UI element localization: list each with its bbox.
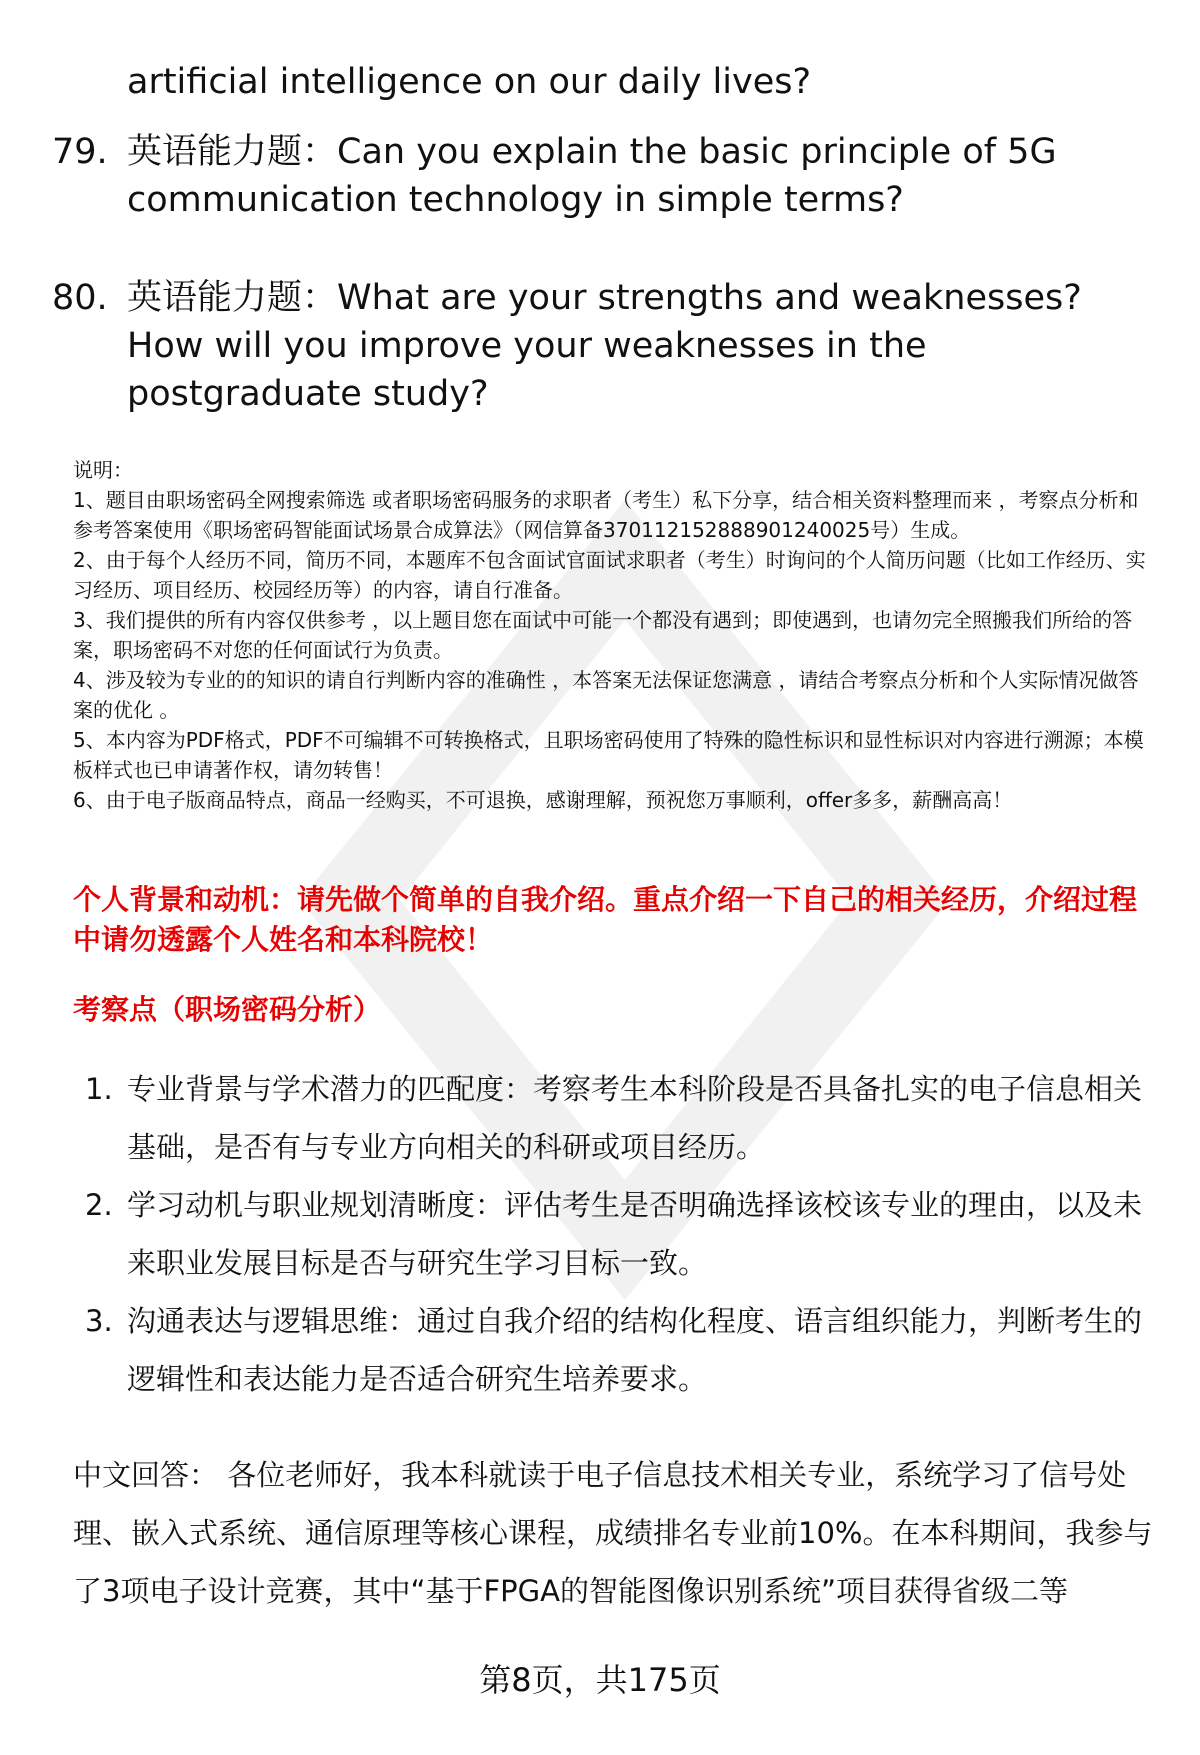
- question-number: 79.: [52, 132, 108, 172]
- analysis-heading: 考察点（职场密码分析）: [73, 993, 382, 1026]
- item-number: 2.: [85, 1188, 113, 1222]
- question-text: artificial intelligence on our daily lives?: [127, 62, 812, 102]
- question-text: 英语能力题：What are your strengths and weaknesses? How will you improve your weaknesses in the postgraduate study?: [127, 278, 1082, 414]
- note-item: 3、我们提供的所有内容仅供参考 ，以上题目您在面试中可能一个都没有遇到；即使遇到，也请勿完全照搬我们所给的答案，职场密码不对您的任何面试行为负责。: [73, 608, 1133, 662]
- question-number: 80.: [52, 278, 108, 318]
- item-text: 专业背景与学术潜力的匹配度：考察考生本科阶段是否具备扎实的电子信息相关基础，是否有与专业方向相关的科研或项目经历。: [127, 1072, 1143, 1164]
- question-heading: 个人背景和动机：请先做个简单的自我介绍。重点介绍一下自己的相关经历，介绍过程中请勿透露个人姓名和本科院校！: [73, 883, 1138, 956]
- analysis-item: [85, 1292, 1145, 1408]
- analysis-list: [85, 1060, 1145, 1408]
- item-number: 3.: [85, 1304, 113, 1338]
- note-item: 2、由于每个人经历不同，简历不同，本题库不包含面试官面试求职者（考生）时询问的个人简历问题（比如工作经历、实习经历、项目经历、校园经历等）的内容，请自行准备。: [73, 548, 1146, 602]
- note-item: 6、由于电子版商品特点，商品一经购买，不可退换，感谢理解，预祝您万事顺利，offer多多，薪酬高高！: [73, 788, 1013, 812]
- note-item: 5、本内容为PDF格式，PDF不可编辑不可转换格式，且职场密码使用了特殊的隐性标识和显性标识对内容进行溯源；本模板样式也已申请著作权，请勿转售！: [73, 728, 1144, 782]
- analysis-item: [85, 1176, 1145, 1292]
- note-item: 1、题目由职场密码全网搜索筛选 或者职场密码服务的求职者（考生）私下分享，结合相关资料整理而来 ，考察点分析和参考答案使用《职场密码智能面试场景合成算法》（网信算备370112152888901240025号）生成。: [73, 488, 1139, 542]
- notes-section: [73, 455, 1148, 815]
- question-78-continued: [52, 58, 1162, 106]
- question-80: [52, 274, 1162, 418]
- question-text: 英语能力题：Can you explain the basic principle of 5G communication technology in simple terms?: [127, 132, 1057, 220]
- analysis-item: [85, 1060, 1145, 1176]
- chinese-answer: 中文回答： 各位老师好，我本科就读于电子信息技术相关专业，系统学习了信号处理、嵌入式系统、通信原理等核心课程，成绩排名专业前10%。在本科期间，我参与了3项电子设计竞赛，其中“基于FPGA的智能图像识别系统”项目获得省级二等: [73, 1458, 1153, 1608]
- page-footer: 第8页，共175页: [479, 1661, 721, 1699]
- item-text: 学习动机与职业规划清晰度：评估考生是否明确选择该校该专业的理由，以及未来职业发展目标是否与研究生学习目标一致。: [127, 1188, 1143, 1280]
- item-number: 1.: [85, 1072, 113, 1106]
- note-item: 4、涉及较为专业的的知识的请自行判断内容的准确性 ，本答案无法保证您满意 ，请结合考察点分析和个人实际情况做答案的优化 。: [73, 668, 1139, 722]
- item-text: 沟通表达与逻辑思维：通过自我介绍的结构化程度、语言组织能力，判断考生的逻辑性和表达能力是否适合研究生培养要求。: [127, 1304, 1143, 1396]
- question-79: [52, 128, 1162, 224]
- notes-title: 说明：: [73, 458, 133, 482]
